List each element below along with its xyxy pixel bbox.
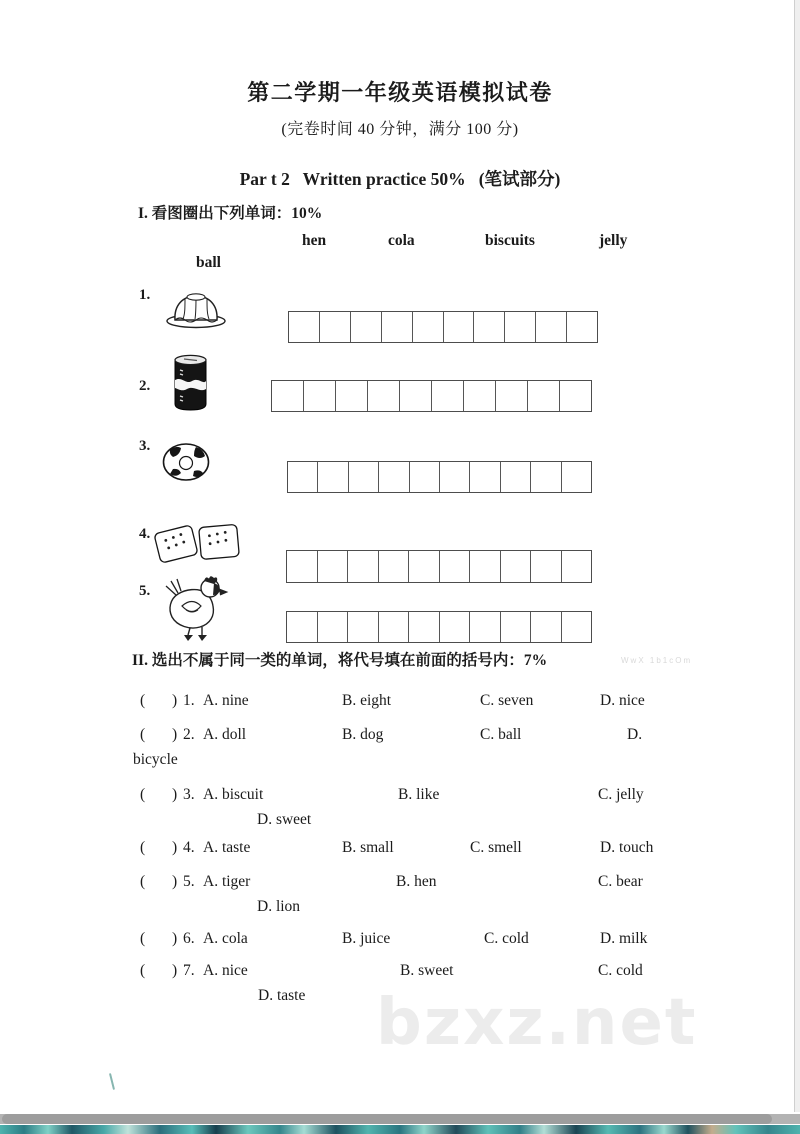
q2-option-a: A. doll (203, 726, 247, 743)
answer-cell (378, 551, 409, 582)
answer-cell (409, 462, 439, 492)
answer-cell (408, 612, 439, 642)
answer-cell (530, 551, 561, 582)
q4-option-b: B. small (342, 839, 394, 856)
answer-cell (559, 381, 591, 411)
question-row-2 (0, 726, 800, 750)
answer-cell (561, 612, 592, 642)
q6-paren-close: ) (172, 930, 178, 947)
q1-option-b: B. eight (342, 692, 392, 709)
question-row-3 (0, 786, 800, 810)
q7-option-c: C. cold (598, 962, 643, 979)
site-watermark: bzxz.net (376, 986, 698, 1060)
horizontal-scrollbar-thumb[interactable] (2, 1114, 772, 1124)
answer-cell (527, 381, 559, 411)
q2-option-b: B. dog (342, 726, 384, 743)
letter-grid-2 (271, 380, 592, 412)
answer-cell (347, 551, 378, 582)
q7-paren-open: ( (140, 962, 146, 979)
ball-icon (161, 442, 211, 482)
answer-cell (399, 381, 431, 411)
stray-pen-mark (109, 1073, 115, 1090)
answer-cell (319, 312, 350, 342)
item2-number: 2. (139, 378, 151, 394)
q5-paren-close: ) (172, 873, 178, 890)
section2-heading: II. 选出不属于同一类的单词，将代号填在前面的括号内：7% (132, 652, 548, 669)
answer-cell (317, 462, 347, 492)
word-cola: cola (388, 232, 415, 249)
answer-cell (495, 381, 527, 411)
answer-cell (378, 612, 409, 642)
q5-option-a: A. tiger (203, 873, 251, 890)
q5-option-d-wrap: D. lion (257, 898, 301, 915)
q6-paren-open: ( (140, 930, 146, 947)
answer-cell (561, 462, 591, 492)
q6-option-c: C. cold (484, 930, 529, 947)
question-row-1 (0, 692, 800, 716)
faint-site-note: WwX 1b1cOm (621, 656, 693, 665)
answer-cell (347, 612, 378, 642)
question-row-7 (0, 962, 800, 986)
q3-number: 3. (183, 786, 195, 803)
q3-paren-open: ( (140, 786, 146, 803)
page-subtitle: (完卷时间 40 分钟，满分 100 分) (281, 121, 519, 138)
answer-cell (500, 462, 530, 492)
page-right-margin (795, 0, 800, 1112)
answer-cell (381, 312, 412, 342)
part2-heading: Par t 2 Written practice 50% (笔试部分) (239, 169, 561, 189)
answer-cell (348, 462, 378, 492)
answer-cell (317, 551, 348, 582)
q4-paren-open: ( (140, 839, 146, 856)
q1-option-a: A. nine (203, 692, 249, 709)
letter-grid-1 (288, 311, 598, 343)
answer-cell (412, 312, 443, 342)
answer-cell (469, 612, 500, 642)
q7-paren-close: ) (172, 962, 178, 979)
answer-cell (289, 312, 319, 342)
q3-option-a: A. biscuit (203, 786, 264, 803)
q6-option-b: B. juice (342, 930, 391, 947)
q6-option-d: D. milk (600, 930, 648, 947)
letter-grid-5 (286, 611, 592, 643)
q2-paren-open: ( (140, 726, 146, 743)
q2-number: 2. (183, 726, 195, 743)
letter-grid-4 (286, 550, 592, 583)
answer-cell (287, 612, 317, 642)
answer-cell (350, 312, 381, 342)
q5-number: 5. (183, 873, 195, 890)
hen-icon (162, 574, 232, 642)
answer-cell (317, 612, 348, 642)
item4-number: 4. (139, 526, 151, 542)
answer-cell (439, 551, 470, 582)
page-right-border (794, 0, 795, 1112)
answer-cell (530, 462, 560, 492)
q6-option-a: A. cola (203, 930, 248, 947)
answer-cell (469, 462, 499, 492)
answer-cell (272, 381, 303, 411)
item5-number: 5. (139, 583, 151, 599)
word-biscuits: biscuits (485, 232, 535, 249)
answer-cell (566, 312, 597, 342)
question-row-4 (0, 839, 800, 863)
question-row-5 (0, 873, 800, 897)
q7-option-d-wrap: D. taste (258, 987, 306, 1004)
answer-cell (504, 312, 535, 342)
answer-cell (303, 381, 335, 411)
q7-option-b: B. sweet (400, 962, 454, 979)
answer-cell (473, 312, 504, 342)
answer-cell (535, 312, 566, 342)
answer-cell (408, 551, 439, 582)
background-photo-strip (0, 1125, 800, 1134)
answer-cell (378, 462, 408, 492)
q4-paren-close: ) (172, 839, 178, 856)
q4-option-c: C. smell (470, 839, 522, 856)
answer-cell (463, 381, 495, 411)
question-row-3-wrap (0, 811, 800, 835)
q4-option-a: A. taste (203, 839, 251, 856)
q5-paren-open: ( (140, 873, 146, 890)
item1-number: 1. (139, 287, 151, 303)
answer-cell (500, 612, 531, 642)
page-title: 第二学期一年级英语模拟试卷 (247, 80, 553, 105)
word-hen: hen (302, 232, 327, 249)
q2-paren-close: ) (172, 726, 178, 743)
answer-cell (439, 612, 470, 642)
cola-can-icon (172, 352, 209, 413)
answer-cell (500, 551, 531, 582)
q5-option-c: C. bear (598, 873, 643, 890)
q7-number: 7. (183, 962, 195, 979)
q4-number: 4. (183, 839, 195, 856)
q3-option-b: B. like (398, 786, 440, 803)
answer-cell (469, 551, 500, 582)
q1-paren-open: ( (140, 692, 146, 709)
q2-option-d: D. (627, 726, 643, 743)
answer-cell (439, 462, 469, 492)
jelly-icon (164, 291, 228, 329)
q1-option-c: C. seven (480, 692, 534, 709)
q1-paren-close: ) (172, 692, 178, 709)
section1-heading: I. 看图圈出下列单词：10% (138, 205, 323, 222)
question-row-2-wrap (0, 751, 800, 775)
item3-number: 3. (139, 438, 151, 454)
q6-number: 6. (183, 930, 195, 947)
word-bank-row1 (0, 232, 800, 256)
word-ball: ball (196, 254, 221, 271)
q1-number: 1. (183, 692, 195, 709)
word-bank-row2 (0, 254, 800, 278)
answer-cell (530, 612, 561, 642)
q3-paren-close: ) (172, 786, 178, 803)
answer-cell (287, 551, 317, 582)
q2-option-d-wrap: bicycle (133, 751, 178, 768)
biscuits-icon (152, 517, 244, 569)
answer-cell (443, 312, 474, 342)
question-row-5-wrap (0, 898, 800, 922)
answer-cell (288, 462, 317, 492)
q2-option-c: C. ball (480, 726, 522, 743)
q5-option-b: B. hen (396, 873, 437, 890)
q4-option-d: D. touch (600, 839, 654, 856)
q7-option-a: A. nice (203, 962, 248, 979)
answer-cell (561, 551, 592, 582)
question-row-6 (0, 930, 800, 954)
letter-grid-3 (287, 461, 592, 493)
q3-option-d-wrap: D. sweet (257, 811, 312, 828)
answer-cell (335, 381, 367, 411)
word-jelly: jelly (599, 232, 628, 249)
answer-cell (367, 381, 399, 411)
q3-option-c: C. jelly (598, 786, 644, 803)
q1-option-d: D. nice (600, 692, 645, 709)
answer-cell (431, 381, 463, 411)
